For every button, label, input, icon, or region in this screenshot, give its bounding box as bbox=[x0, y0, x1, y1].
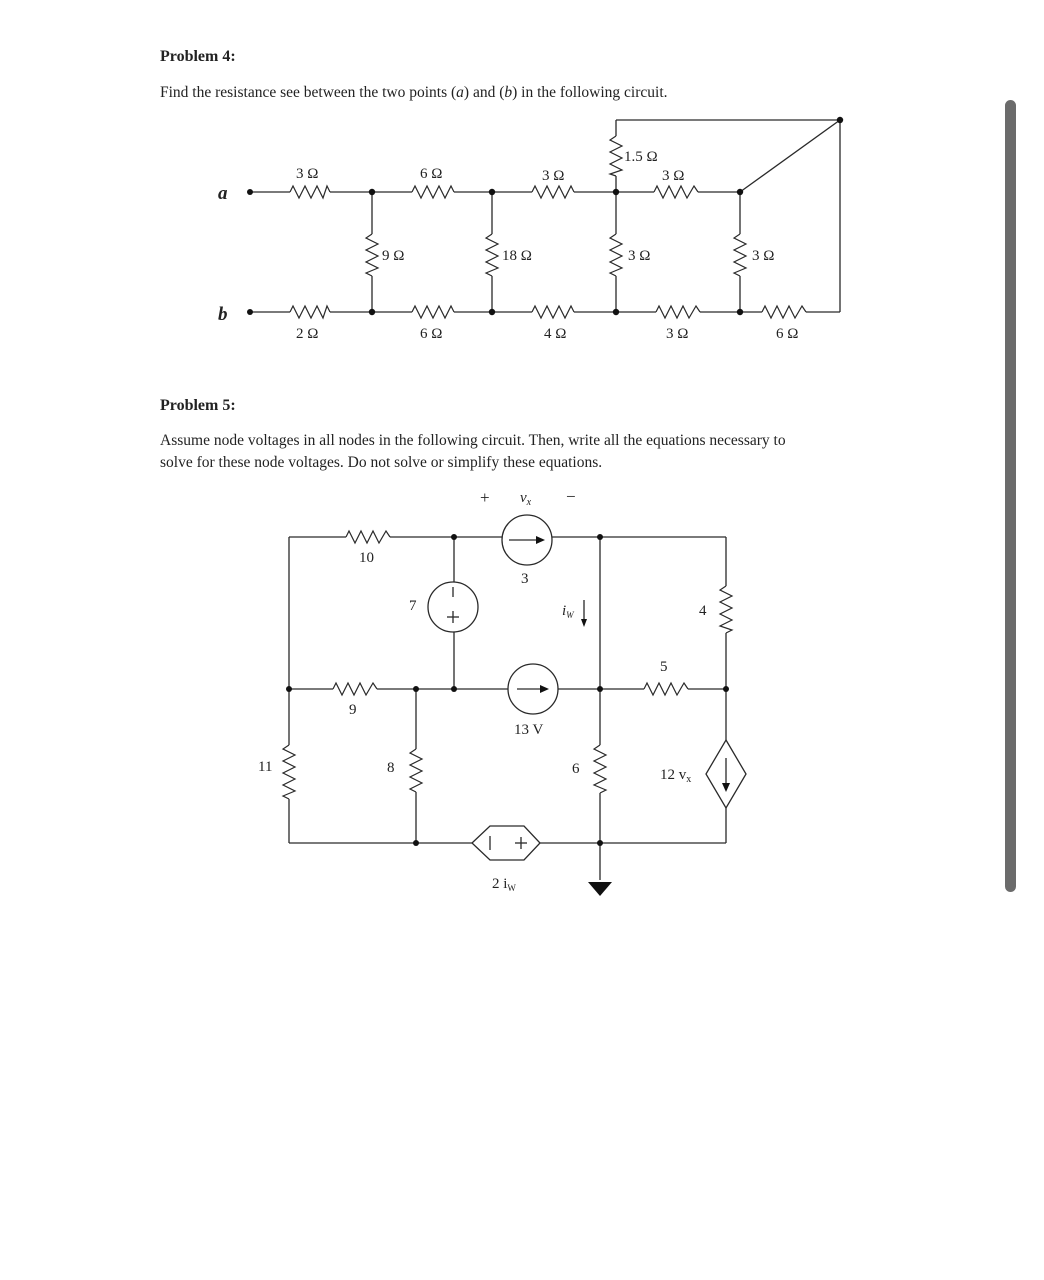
problem-5-line-1: Assume node voltages in all nodes in the following circuit. Then, write all the equations necessary to bbox=[160, 432, 786, 449]
resistor-11-zigzag bbox=[283, 745, 295, 799]
voltage-source-7 bbox=[428, 582, 478, 632]
problem-5-heading: Problem 5: bbox=[160, 397, 236, 414]
problem-4-heading: Problem 4: bbox=[160, 48, 236, 65]
iw-symbol: i bbox=[562, 603, 567, 619]
resistor-11-label: 11 bbox=[258, 759, 273, 775]
vx-minus-label: − bbox=[566, 487, 576, 506]
dependent-current-source-12vx bbox=[706, 740, 746, 808]
resistor-5-label: 5 bbox=[660, 659, 668, 675]
resistor-10-label: 10 bbox=[359, 550, 374, 566]
vx-plus-label: + bbox=[480, 488, 490, 507]
source-13v-label: 13 V bbox=[514, 722, 544, 738]
resistor-bot-3-label: 4 Ω bbox=[544, 326, 567, 342]
resistor-bot-5-label: 6 Ω bbox=[776, 326, 799, 342]
dep-12vx-subscript: x bbox=[686, 774, 692, 785]
statement-term-b: b bbox=[504, 84, 513, 101]
dep-source-12vx-label bbox=[660, 767, 691, 785]
problem-5-line-2: solve for these node voltages. Do not solve or simplify these equations. bbox=[160, 454, 603, 471]
resistor-vert-2-label: 18 Ω bbox=[502, 248, 532, 264]
resistor-9-label: 9 bbox=[349, 702, 357, 718]
resistor-upper-vert-label: 1.5 Ω bbox=[624, 149, 658, 165]
resistor-6-label: 6 bbox=[572, 761, 580, 777]
resistor-9-zigzag bbox=[333, 683, 377, 695]
resistor-bot-1-label: 2 Ω bbox=[296, 326, 319, 342]
resistor-top-1-label: 3 Ω bbox=[296, 166, 319, 182]
current-source-3-label: 3 bbox=[521, 571, 529, 587]
dep-2iw-subscript: W bbox=[507, 883, 516, 893]
ground-icon bbox=[588, 882, 612, 896]
statement-part-3: ) in the following circuit. bbox=[512, 84, 668, 101]
source-7-label: 7 bbox=[409, 598, 417, 614]
current-source-3 bbox=[502, 515, 552, 565]
resistor-4-zigzag bbox=[720, 586, 732, 633]
resistor-8-label: 8 bbox=[387, 760, 395, 776]
voltage-source-13v bbox=[508, 664, 558, 714]
statement-part-1: Find the resistance see between the two points ( bbox=[160, 84, 457, 101]
dependent-voltage-source-2iw bbox=[472, 826, 540, 860]
resistor-5-zigzag bbox=[644, 683, 688, 695]
vx-subscript: x bbox=[526, 497, 532, 508]
dep-source-2iw-label bbox=[492, 876, 516, 893]
vx-symbol: v bbox=[520, 490, 527, 506]
statement-term-a: a bbox=[456, 84, 464, 101]
resistor-vert-3-label: 3 Ω bbox=[628, 248, 651, 264]
resistor-10-zigzag bbox=[346, 531, 390, 543]
resistor-4-label: 4 bbox=[699, 603, 707, 619]
dep-12vx-text: 12 v bbox=[660, 767, 687, 783]
vx-label bbox=[520, 490, 532, 508]
iw-arrow-icon bbox=[581, 600, 587, 627]
dep-2iw-text: 2 i bbox=[492, 876, 508, 892]
resistor-bot-4-label: 3 Ω bbox=[666, 326, 689, 342]
resistor-6-zigzag bbox=[594, 745, 606, 793]
resistor-8-zigzag bbox=[410, 749, 422, 792]
terminal-b-label: b bbox=[218, 304, 228, 325]
scrollbar-thumb[interactable] bbox=[1005, 100, 1016, 892]
iw-label bbox=[562, 603, 575, 620]
iw-subscript: W bbox=[566, 610, 574, 620]
resistor-top-4-label: 3 Ω bbox=[662, 168, 685, 184]
statement-part-2: ) and ( bbox=[463, 84, 505, 101]
resistor-vert-4-label: 3 Ω bbox=[752, 248, 775, 264]
resistor-top-3-label: 3 Ω bbox=[542, 168, 565, 184]
terminal-a-label: a bbox=[218, 183, 228, 204]
resistor-vert-1-label: 9 Ω bbox=[382, 248, 405, 264]
resistor-top-2-label: 6 Ω bbox=[420, 166, 443, 182]
resistor-bot-2-label: 6 Ω bbox=[420, 326, 443, 342]
